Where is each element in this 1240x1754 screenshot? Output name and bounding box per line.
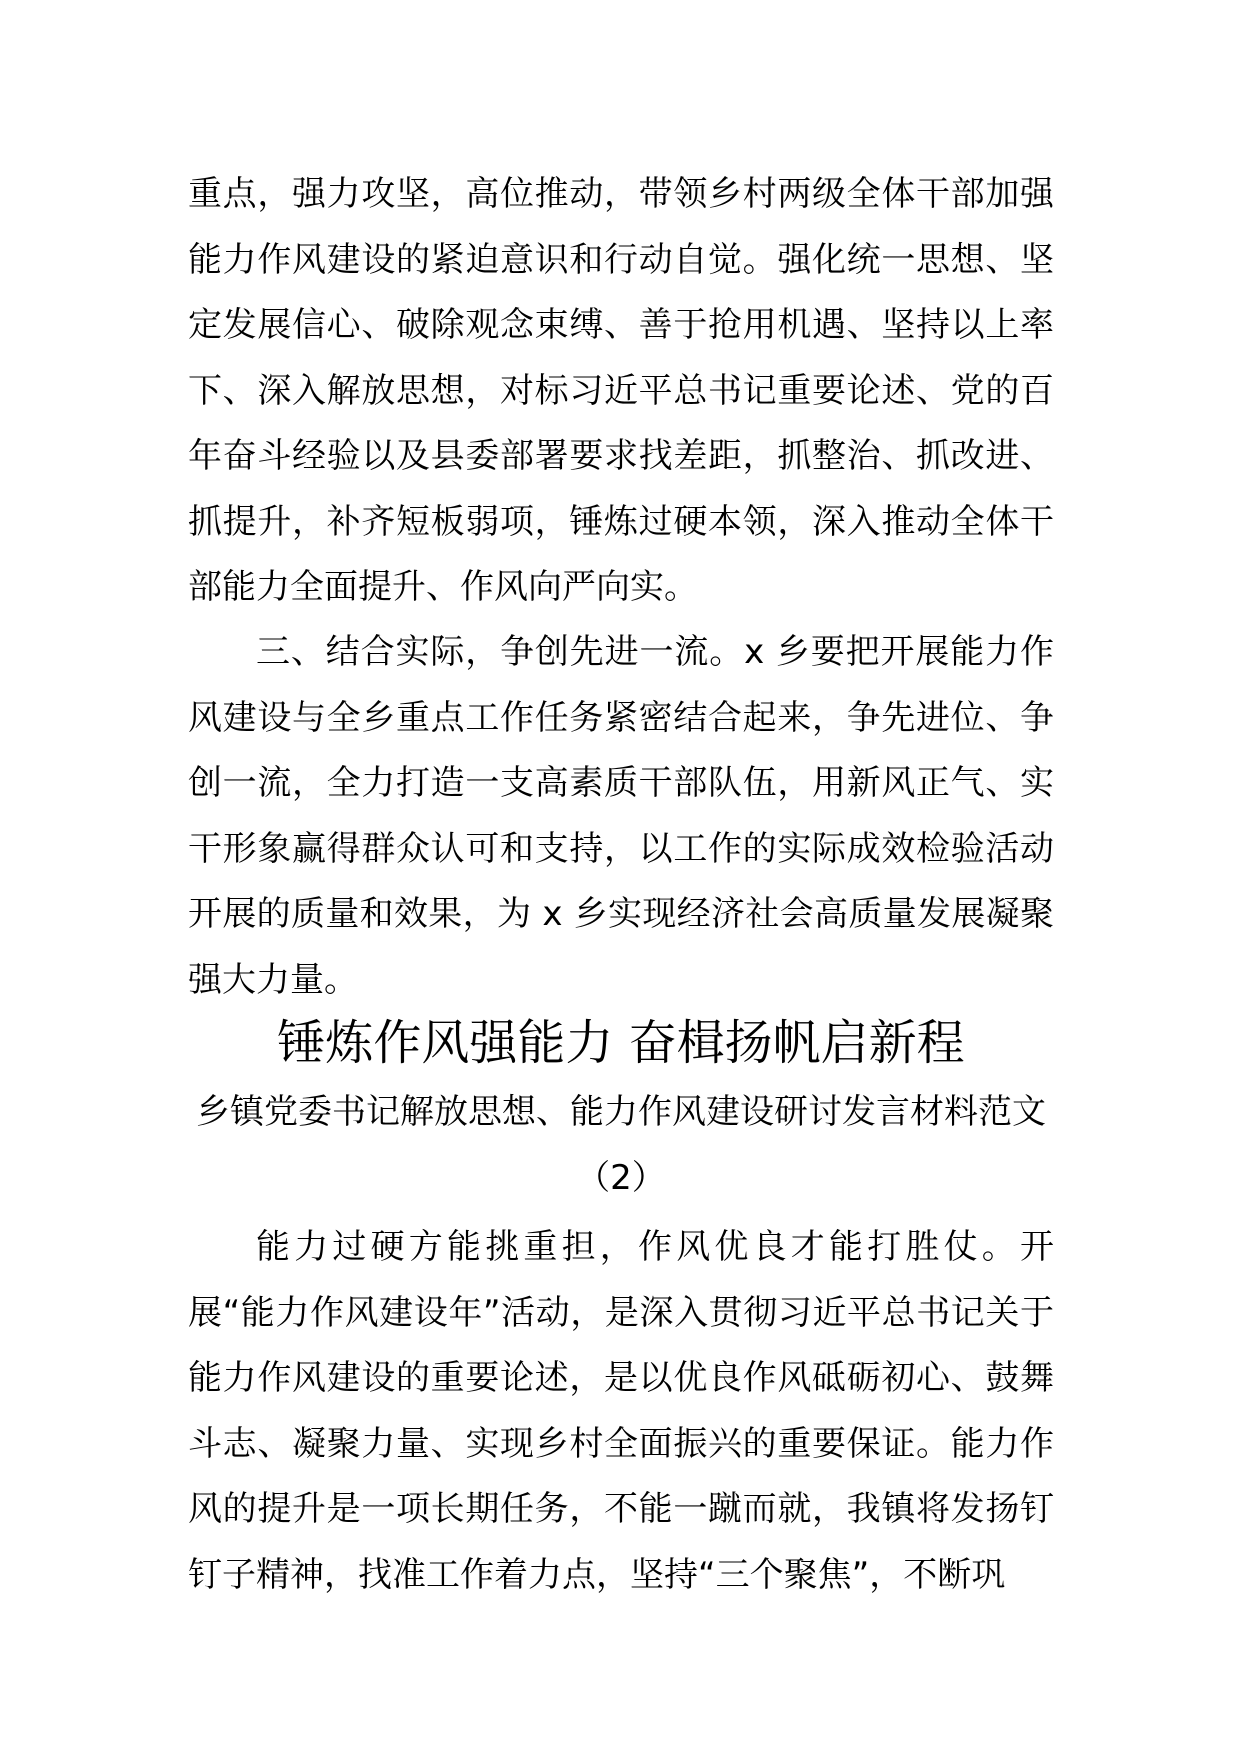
article-number: （2）	[576, 1158, 666, 1198]
article-title: 锤炼作风强能力 奋楫扬帆启新程	[277, 1015, 965, 1071]
article-body-paragraph: 能力过硬方能挑重担，作风优良才能打胜仗。开展“能力作风建设年”活动，是深入贯彻习近平总书记关于能力作风建设的重要论述，是以优良作风砥砺初心、鼓舞斗志、凝聚力量、实现乡村全面振兴的重要保证。能力作风的提升是一项长期任务，不能一蹴而就，我镇将发扬钉钉子精神，找准工作着力点，坚持“三个聚焦”，不断巩	[188, 1227, 1054, 1595]
article-subtitle: 乡镇党委书记解放思想、能力作风建设研讨发言材料范文	[196, 1092, 1046, 1132]
continuation-paragraph: 重点，强力攻坚，高位推动，带领乡村两级全体干部加强能力作风建设的紧迫意识和行动自觉。强化统一思想、坚定发展信心、破除观念束缚、善于抢用机遇、坚持以上率下、深入解放思想，对标习近平总书记重要论述、党的百年奋斗经验以及县委部署要求找差距，抓整治、抓改进、抓提升，补齐短板弱项，锤炼过硬本领，深入推动全体干部能力全面提升、作风向严向实。	[188, 174, 1054, 607]
section-three-paragraph: 三、结合实际，争创先进一流。x 乡要把开展能力作风建设与全乡重点工作任务紧密结合起来，争先进位、争创一流，全力打造一支高素质干部队伍，用新风正气、实干形象赢得群众认可和支持，以工作的实际成效检验活动开展的质量和效果，为 x 乡实现经济社会高质量发展凝聚强大力量。	[188, 632, 1054, 1000]
